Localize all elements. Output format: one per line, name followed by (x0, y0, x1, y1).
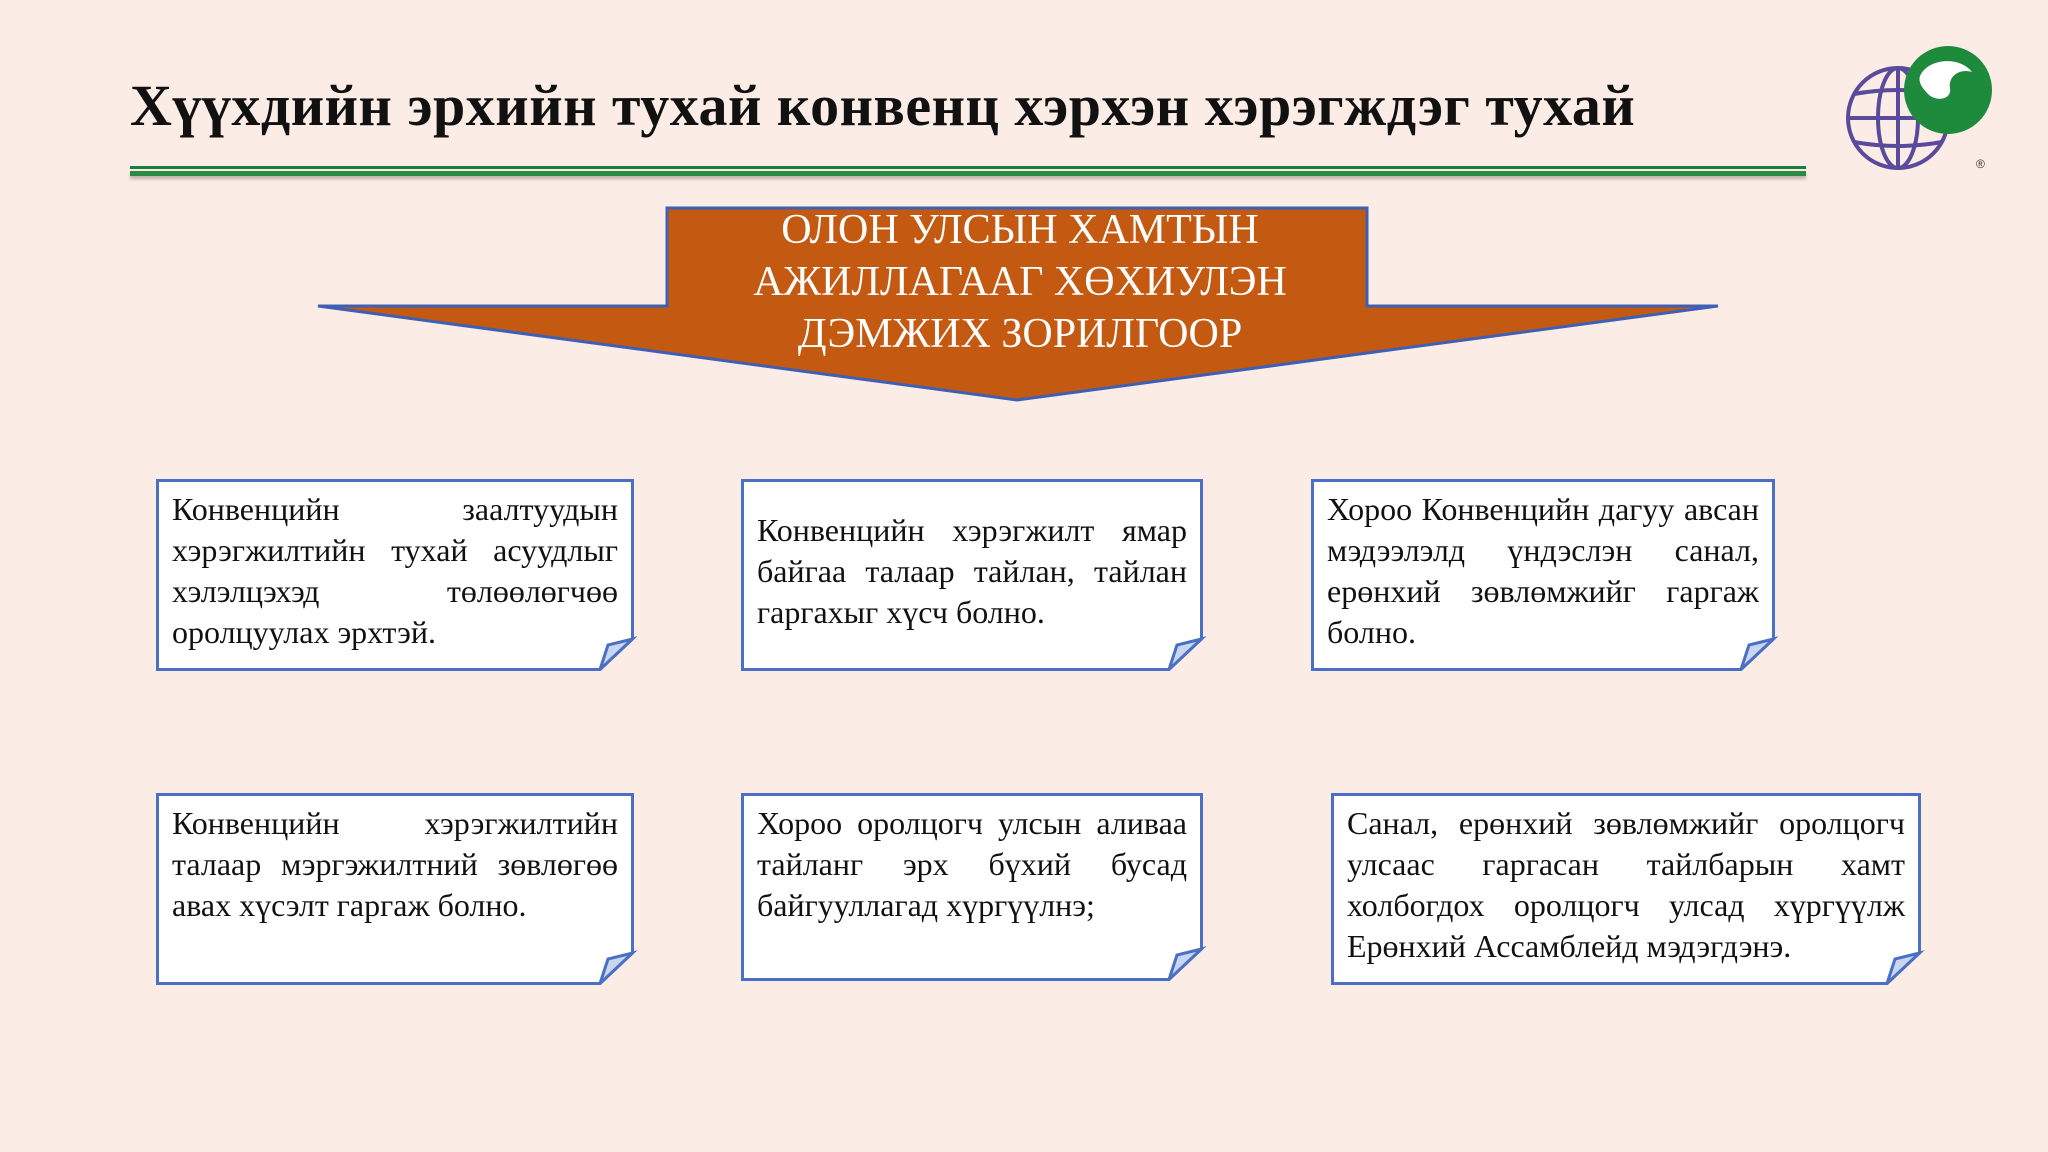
note-text-1: Конвенцийн заалтуудын хэрэгжилтийн тухай асуудлыг хэлэлцэхэд төлөөлөгчөө оролцуулах эрхтэй. (172, 491, 618, 650)
note-text-2: Конвенцийн хэрэгжилт ямар байгаа талаар тайлан, тайлан гаргахыг хүсч болно. (757, 512, 1187, 630)
note-card-6 (1331, 793, 1921, 985)
goal-arrow-line-2: АЖИЛЛАГААГ ХӨХИУЛЭН (753, 259, 1287, 305)
note-card-3 (1311, 479, 1775, 671)
note-text-5: Хороо оролцогч улсын аливаа тайланг эрх бүхий бусад байгууллагад хүргүүлнэ; (757, 805, 1187, 923)
goal-arrow-text (680, 204, 1360, 360)
note-card-5 (741, 793, 1203, 981)
note-text-3: Хороо Конвенцийн дагуу авсан мэдээлэлд үндэслэн санал, ерөнхий зөвлөмжийг гаргаж болно. (1327, 491, 1759, 650)
note-card-2 (741, 479, 1203, 671)
goal-arrow-line-3: ДЭМЖИХ ЗОРИЛГООР (797, 311, 1243, 357)
note-text-6: Санал, ерөнхий зөвлөмжийг оролцогч улсаас гаргасан тайлбарын хамт холбогдох оролцогч улсад хүргүүлж Ерөнхий Ассамблейд мэдэгдэнэ. (1347, 805, 1905, 964)
goal-arrow-line-1: ОЛОН УЛСЫН ХАМТЫН (781, 207, 1259, 253)
note-card-1 (156, 479, 634, 671)
page-title: Хүүхдийн эрхийн тухай конвенц хэрхэн хэрэгждэг тухай (130, 73, 1636, 138)
note-text-4: Конвенцийн хэрэгжилтийн талаар мэргэжилтний зөвлөгөө авах хүсэлт гаргаж болно. (172, 805, 618, 923)
note-card-4 (156, 793, 634, 985)
svg-text:®: ® (1976, 157, 1985, 171)
